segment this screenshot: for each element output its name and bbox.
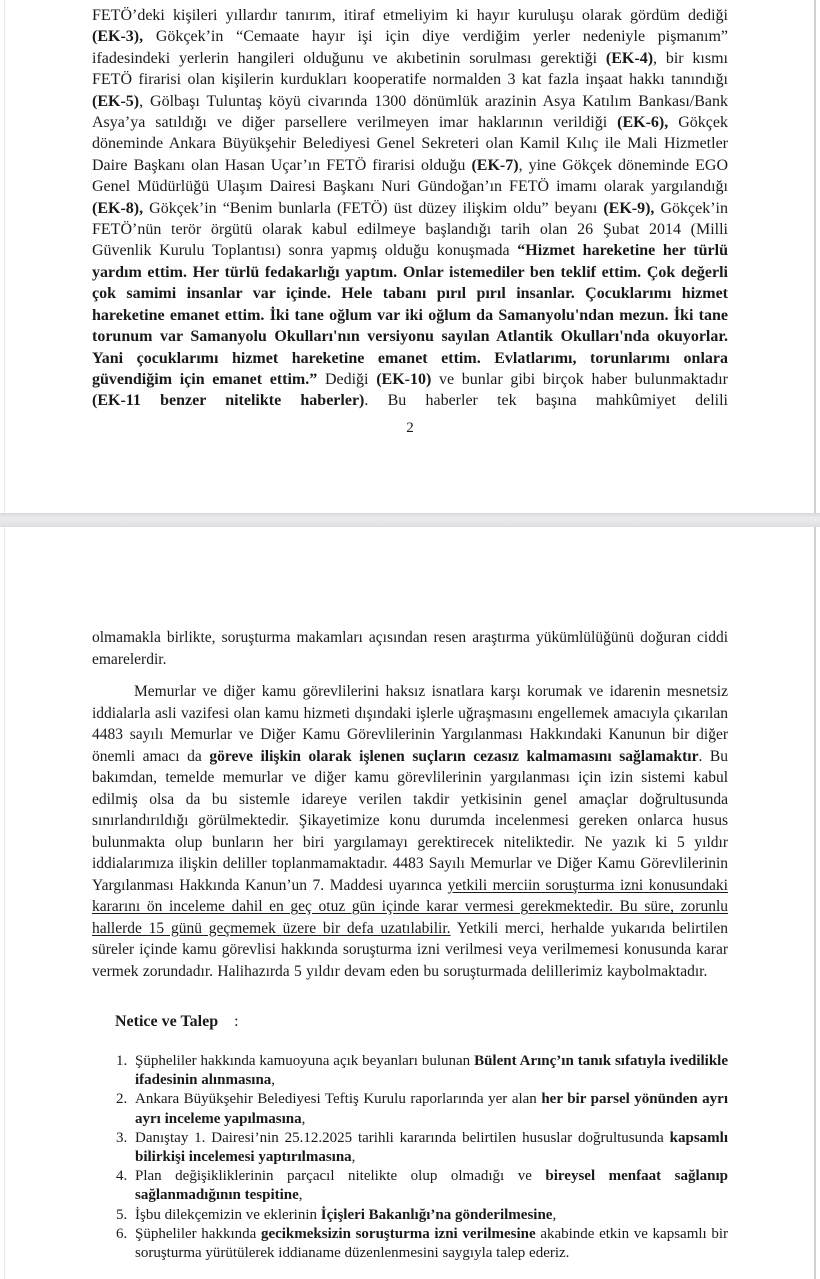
list-item-text: Şüpheliler hakkında gecikmeksizin soruşturma izni verilmesine akabinde etkin ve kapsamlı bir soruşturma yürütülerek iddianame düzenlenmesini saygıyla talep ederiz.: [135, 1225, 728, 1262]
list-item-number: 2.: [116, 1091, 128, 1108]
list-item-number: 4.: [116, 1168, 128, 1185]
request-list: [92, 1052, 728, 1263]
list-item-2: [92, 1090, 728, 1128]
list-item-text: Danıştay 1. Dairesi’nin 25.12.2025 tarihli kararında belirtilen hususlar doğrultusunda kapsamlı bilirkişi incelemesi yaptırılmasına,: [135, 1129, 728, 1166]
list-item-number: 1.: [116, 1053, 128, 1069]
list-item-4: [92, 1167, 728, 1205]
list-item-number: 5.: [116, 1206, 128, 1223]
section-heading: [115, 1013, 515, 1031]
section-heading-colon: :: [234, 1013, 239, 1030]
list-item-text: Şüpheliler hakkında kamuoyuna açık beyanları bulunan Bülent Arınç’ın tanık sıfatıyla ivedilikle ifadesinin alınmasına,: [135, 1053, 728, 1089]
list-item-6: [92, 1225, 728, 1263]
intro-paragraph: olmamakla birlikte, soruşturma makamları açısından resen araştırma yükümlülüğünü doğuran ciddi emarelerdir.: [92, 629, 728, 668]
page-1: [0, 0, 816, 513]
list-item-3: [92, 1129, 728, 1167]
list-item-5: [92, 1206, 728, 1225]
page-2: [0, 527, 816, 1279]
list-item-number: 6.: [116, 1225, 128, 1242]
section-heading-label: Netice ve Talep: [115, 1013, 219, 1030]
list-item-text: Plan değişikliklerinin parçacıl nitelikte olup olmadığı ve bireysel menfaat sağlanıp sağlanmadığının tespitine,: [135, 1168, 728, 1204]
list-item-number: 3.: [116, 1129, 128, 1146]
page-number: 2: [406, 420, 414, 436]
body-paragraph-page1: FETÖ’deki kişileri yıllardır tanırım, itiraf etmeliyim ki hayır kuruluşu olarak gördüm dediği (EK-3), Gökçek’in “Cemaate hayır işi için diye verdiğim yerler nedeniyle pişmanım” ifadesindeki yerlerin hangileri olduğunu ve akıbetinin sorulması gerektiği (EK-4), bir kısmı FETÖ firarisi olan kişilerin kurdukları kooperatife normalden 3 kat fazla inşaat hakkı tanındığı (EK-5), Gölbaşı Tuluntaş köyü civarında 1300 dönümlük arazinin Asya Katılım Bankası/Bank Asya’ya satıldığı ve diğer parsellere verilmeyen imar haklarının verildiği (EK-6), Gökçek döneminde Ankara Büyükşehir Belediyesi Genel Sekreteri olan Kamil Kılıç ile Mali Hizmetler Daire Başkanı olan Hasan Uçar’ın FETÖ firarisi olduğu (EK-7), yine Gökçek döneminde EGO Genel Müdürlüğü Ulaşım Dairesi Başkanı Nuri Gündoğan’ın FETÖ imamı olarak yargılandığı (EK-8), Gökçek’in “Benim bunlarla (FETÖ) üst düzey ilişkim oldu” beyanı (EK-9), Gökçek’in FETÖ’nün terör örgütü olarak kabul edilmeye başlandığı tarih olan 26 Şubat 2014 (Milli Güvenlik Kurulu Toplantısı) sonra yapmış olduğu konuşmada “Hizmet hareketine her türlü yardım ettim. Her türlü fedakarlığı yaptım. Onlar istemediler ben teklif ettim. Çok değerli çok samimi insanlar var içinde. Hele tabanı pırıl pırıl insanlar. Çocuklarımı hizmet hareketine emanet ettim. İki tane oğlum var iki oğlum da Samanyolu'ndan mezun. İki tane torunum var Samanyolu Okulları'nın versiyonu sayılan Atlantik Okulları'nda okuyorlar. Yani çocuklarımı hizmet hareketine emanet ettim. Evlatlarımı, torunlarımı onlara güvendiğim için emanet ettim.” Dediği (EK-10) ve bunlar gibi birçok haber bulunmaktadır (EK-11 benzer nitelikte haberler). Bu haberler tek başına mahkûmiyet delili: [92, 7, 729, 410]
list-item-text: İşbu dilekçemizin ve eklerinin İçişleri Bakanlığı’na gönderilmesine,: [135, 1206, 557, 1223]
list-item-text: Ankara Büyükşehir Belediyesi Teftiş Kurulu raporlarında yer alan her bir parsel yönünden ayrı ayrı inceleme yapılmasına,: [135, 1091, 728, 1127]
page-gap: [0, 513, 820, 527]
list-item-1: [92, 1052, 728, 1090]
main-paragraph: Memurlar ve diğer kamu görevlilerini haksız isnatlara karşı korumak ve idarenin mesnetsiz iddialarla asli vazifesi olan kamu hizmeti dışındaki işlerle uğraşmasını engellemek amacıyla çıkarılan 4483 sayılı Memurlar ve Diğer Kamu Görevlilerinin Yargılanması Hakkındaki Kanunun bir diğer önemli amacı da göreve ilişkin olarak işlenen suçların cezasız kalmamasını sağlamaktır. Bu bakımdan, temelde memurlar ve diğer kamu görevlilerinin yargılanması için izin sistemi kabul edilmiş olsa da bu sistemle idareye verilen takdir yetkisinin genel amaçlar doğrultusunda sınırlandırıldığı görülmektedir. Şikayetimize konu durumda incelenmesi gereken onlarca husus bulunmakta olup bunların her biri yargılamayı gerektirecek niteliktedir. Ne yazık ki 5 yıldır iddialarımıza ilişkin deliller toplanmamaktadır. 4483 Sayılı Memurlar ve Diğer Kamu Görevlilerinin Yargılanması Hakkında Kanun’un 7. Maddesi uyarınca yetkili merciin soruşturma izni konusundaki kararını ön inceleme dahil en geç otuz gün içinde karar vermesi gerekmektedir. Bu süre, zorunlu hallerde 15 günü geçmemek üzere bir defa uzatılabilir. Yetkili merci, herhalde yukarıda belirtilen süreler içinde kamu görevlisi hakkında soruşturma izni verilmesi veya verilmemesi konusunda karar vermek zorundadır. Halihazırda 5 yıldır devam eden bu soruşturmada delillerimiz kaybolmaktadır.: [92, 683, 729, 980]
